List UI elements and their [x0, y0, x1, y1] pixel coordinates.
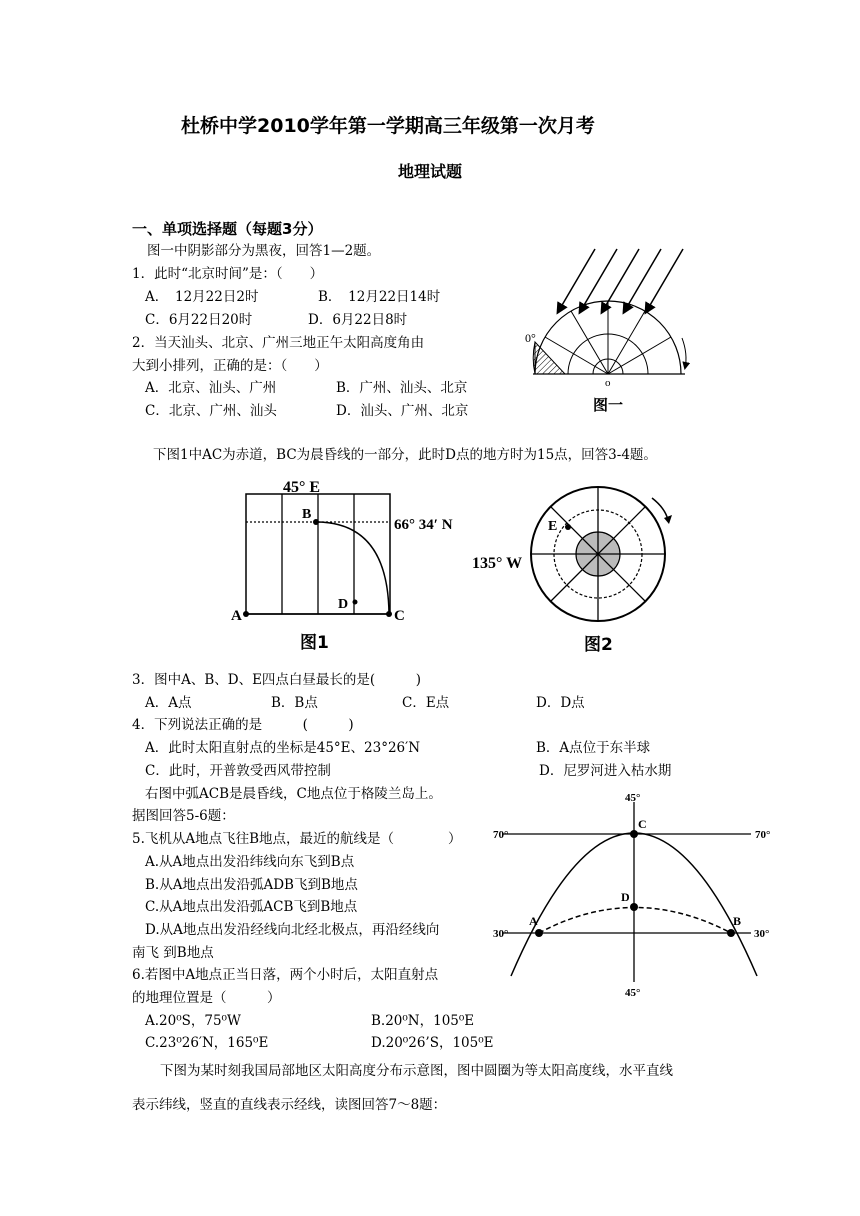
q2-stem-line1: 2．当天汕头、北京、广州三地正午太阳高度角由 [132, 335, 425, 351]
q5-option-d-line2: 南飞 到B地点 [132, 945, 214, 961]
q2-option-b: B．广州、汕头、北京 [336, 380, 468, 396]
fig3-label-c: C [638, 817, 647, 831]
q6-option-a: A.20⁰S，75⁰W [145, 1013, 241, 1029]
fig-yi-label-0: 0° [525, 331, 536, 345]
section-heading: 一、单项选择题（每题3分） [132, 220, 323, 238]
q6-stem-line1: 6.若图中A地点正当日落，两个小时后，太阳直射点 [132, 967, 439, 983]
intro-q1-2: 图一中阴影部分为黑夜，回答1—2题。 [147, 243, 381, 259]
q6-option-b: B.20⁰N，105⁰E [371, 1013, 475, 1029]
q3-option-a: A．A点 [145, 695, 192, 711]
fig1-label-c: C [394, 608, 405, 624]
q6-stem-line2: 的地理位置是（ ） [132, 990, 281, 1006]
q4-option-b: B．A点位于东半球 [536, 740, 651, 756]
q2-option-d: D．汕头、广州、北京 [336, 403, 469, 419]
intro-q7-8-line1: 下图为某时刻我国局部地区太阳高度分布示意图，图中圆圈为等太阳高度线，水平直线 [160, 1063, 673, 1079]
q1-option-b: B． 12月22日14时 [318, 289, 441, 305]
fig3-label-bottom: 45° [625, 987, 641, 999]
q4-option-a: A．此时太阳直射点的坐标是45°E、23°26′N [145, 740, 421, 756]
q6-option-c: C.23⁰26′N，165⁰E [145, 1035, 269, 1051]
q1-option-d: D．6月22日8时 [308, 312, 408, 328]
q3-stem: 3．图中A、B、D、E四点白昼最长的是( ) [132, 672, 421, 688]
q1-option-c: C．6月22日20时 [145, 312, 253, 328]
fig2-label-e: E [548, 519, 558, 534]
q6-option-d: D.20⁰26’S，105⁰E [371, 1035, 494, 1051]
q1-stem: 1．此时“北京时间”是：（ ） [132, 266, 324, 282]
fig3-label-70-left: 70° [493, 829, 509, 841]
q3-option-d: D．D点 [536, 695, 585, 711]
q2-option-c: C．北京、广州、汕头 [145, 403, 277, 419]
q3-option-b: B．B点 [271, 695, 318, 711]
q4-option-c: C．此时，开普敦受西风带控制 [145, 763, 331, 779]
q4-stem: 4．下列说法正确的是 ( ) [132, 717, 354, 733]
intro-q3-4: 下图1中AC为赤道，BC为晨昏线的一部分，此时D点的地方时为15点，回答3-4题。 [153, 447, 657, 463]
figure-arc-acb [493, 790, 793, 1020]
fig1-caption: 图1 [300, 633, 329, 653]
q5-option-d-line1: D.从A地点出发沿经线向北经北极点，再沿经线向 [145, 922, 440, 938]
q2-option-a: A．北京、汕头、广州 [145, 380, 277, 396]
fig3-label-b: B [733, 914, 742, 928]
fig3-label-70-right: 70° [755, 829, 771, 841]
fig3-label-top: 45° [625, 792, 641, 804]
q5-option-b: B.从A地点出发沿弧ADB飞到B地点 [145, 877, 358, 893]
figure-2 [470, 478, 710, 658]
fig-yi-caption: 图一 [593, 396, 624, 414]
fig-yi-label-o: o [605, 377, 611, 389]
fig3-label-30-right: 30° [754, 928, 770, 940]
fig1-label-lat: 66° 34′ N [394, 517, 453, 533]
intro-q7-8-line2: 表示纬线，竖直的直线表示经线，读图回答7～8题： [132, 1097, 447, 1113]
fig3-label-d: D [621, 890, 630, 904]
intro-q5-6-line1: 右图中弧ACB是晨昏线，C地点位于格陵兰岛上。 [145, 786, 442, 802]
q1-option-a: A． 12月22日2时 [145, 289, 259, 305]
fig1-label-d: D [338, 597, 349, 612]
q3-option-c: C．E点 [402, 695, 450, 711]
q4-option-d: D．尼罗河进入枯水期 [539, 763, 672, 779]
fig1-label-lon: 45° E [283, 479, 321, 496]
q5-option-c: C.从A地点出发沿弧ACB飞到B地点 [145, 899, 358, 915]
intro-q5-6-line2: 据图回答5-6题： [132, 808, 235, 824]
q5-stem: 5.飞机从A地点飞往B地点，最近的航线是（ ） [132, 831, 462, 847]
fig3-label-a: A [529, 914, 538, 928]
fig3-label-30-left: 30° [493, 928, 509, 940]
fig1-label-a: A [231, 608, 242, 624]
page-title: 杜桥中学2010学年第一学期高三年级第一次月考 [181, 115, 595, 137]
fig2-caption: 图2 [584, 635, 613, 655]
page-subtitle: 地理试题 [398, 162, 463, 181]
fig2-label-lon: 135° W [472, 555, 523, 572]
q5-option-a: A.从A地点出发沿纬线向东飞到B点 [145, 854, 355, 870]
figure-yi [525, 244, 695, 414]
fig1-label-b: B [302, 507, 312, 522]
q2-stem-line2: 大到小排列，正确的是：（ ） [132, 358, 328, 374]
